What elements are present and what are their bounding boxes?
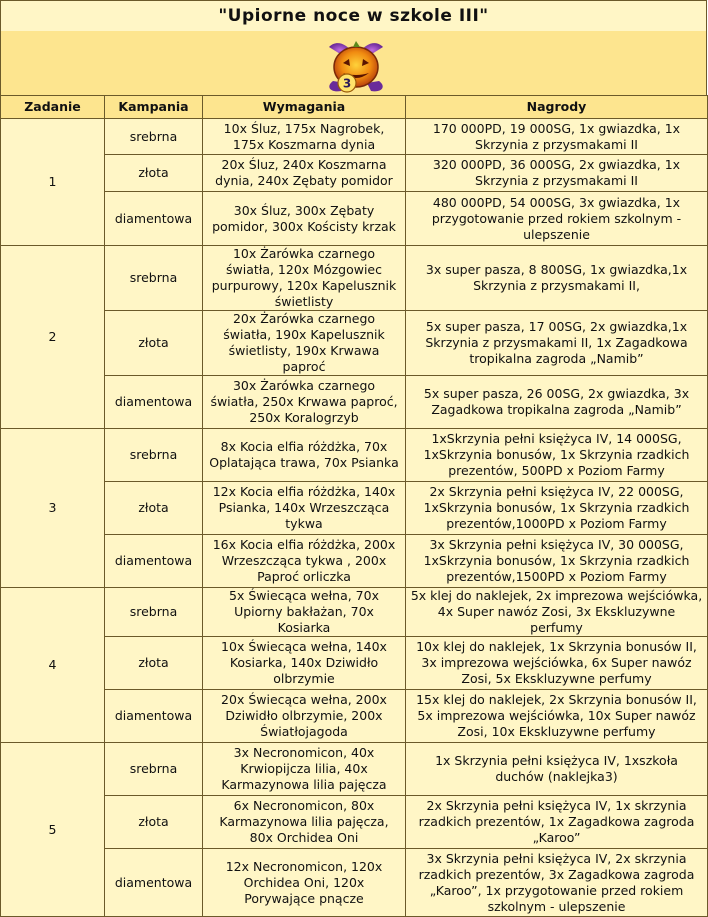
task-number: 1 [1, 119, 105, 246]
campaign-cell: srebrna [105, 588, 203, 637]
requirements-cell: 10x Śluz, 175x Nagrobek, 175x Koszmarna dynia [203, 119, 406, 155]
requirements-cell: 30x Żarówka czarnego światła, 250x Krwawa paproć, 250x Koralogrzyb [203, 376, 406, 429]
requirements-cell: 5x Świecąca wełna, 70x Upiorny bakłażan, 70x Kosiarka [203, 588, 406, 637]
requirements-cell: 30x Śluz, 300x Zębaty pomidor, 300x Kościsty krzak [203, 192, 406, 246]
rewards-cell: 3x Skrzynia pełni księżyca IV, 2x skrzynia rzadkich prezentów, 3x Zagadkowa zagroda „Karoo”, 1x przygotowanie przed rokiem szkolnym - ulepszenie [406, 849, 708, 917]
table-row [1, 246, 708, 311]
rewards-cell: 2x Skrzynia pełni księżyca IV, 1x skrzynia rzadkich prezentów, 1x Zagadkowa zagroda „Karoo” [406, 796, 708, 849]
rewards-cell: 15x klej do naklejek, 2x Skrzynia bonusów II, 5x imprezowa wejściówka, 10x Super nawóz Zosi, 10x Ekskluzywne perfumy [406, 690, 708, 743]
requirements-cell: 10x Świecąca wełna, 140x Kosiarka, 140x Dziwidło olbrzymie [203, 637, 406, 690]
campaign-cell: złota [105, 796, 203, 849]
campaign-cell: diamentowa [105, 849, 203, 917]
campaign-cell: srebrna [105, 119, 203, 155]
table-row [1, 155, 708, 192]
campaign-cell: diamentowa [105, 690, 203, 743]
rewards-cell: 3x super pasza, 8 800SG, 1x gwiazdka,1x Skrzynia z przysmakami II, [406, 246, 708, 311]
header-zadanie: Zadanie [1, 96, 105, 119]
table-row [1, 192, 708, 246]
table-row [1, 482, 708, 535]
requirements-cell: 3x Necronomicon, 40x Krwiopijcza lilia, 40x Karmazynowa lilia pajęcza [203, 743, 406, 796]
campaign-cell: srebrna [105, 246, 203, 311]
campaign-cell: srebrna [105, 429, 203, 482]
rewards-cell: 5x super pasza, 26 00SG, 2x gwiazdka, 3x Zagadkowa tropikalna zagroda „Namib” [406, 376, 708, 429]
rewards-cell: 5x klej do naklejek, 2x imprezowa wejściówka, 4x Super nawóz Zosi, 3x Ekskluzywne perfumy [406, 588, 708, 637]
campaign-cell: diamentowa [105, 376, 203, 429]
table-row [1, 637, 708, 690]
campaign-cell: złota [105, 155, 203, 192]
requirements-cell: 10x Żarówka czarnego światła, 120x Mózgowiec purpurowy, 120x Kapelusznik świetlisty [203, 246, 406, 311]
rewards-cell: 3x Skrzynia pełni księżyca IV, 30 000SG, 1xSkrzynia bonusów, 1x Skrzynia rzadkich prezentów,1500PD x Poziom Farmy [406, 535, 708, 588]
requirements-cell: 16x Kocia elfia różdżka, 200x Wrzeszcząca tykwa , 200x Paproć orliczka [203, 535, 406, 588]
campaign-cell: diamentowa [105, 192, 203, 246]
rewards-cell: 2x Skrzynia pełni księżyca IV, 22 000SG, 1xSkrzynia bonusów, 1x Skrzynia rzadkich prezentów,1000PD x Poziom Farmy [406, 482, 708, 535]
rewards-cell: 320 000PD, 36 000SG, 2x gwiazdka, 1x Skrzynia z przysmakami II [406, 155, 708, 192]
table-row [1, 311, 708, 376]
task-number: 4 [1, 588, 105, 743]
rewards-cell: 5x super pasza, 17 00SG, 2x gwiazdka,1x Skrzynia z przysmakami II, 1x Zagadkowa tropikalna zagroda „Namib” [406, 311, 708, 376]
table-row [1, 796, 708, 849]
campaign-cell: złota [105, 637, 203, 690]
table-row [1, 119, 708, 155]
table-row [1, 376, 708, 429]
task-number: 2 [1, 246, 105, 429]
header-nagrody: Nagrody [406, 96, 708, 119]
header-row [1, 96, 708, 119]
requirements-cell: 20x Śluz, 240x Koszmarna dynia, 240x Zębaty pomidor [203, 155, 406, 192]
task-number: 5 [1, 743, 105, 917]
requirements-cell: 12x Necronomicon, 120x Orchidea Oni, 120x Porywające pnącze [203, 849, 406, 917]
title-banner [0, 31, 707, 96]
rewards-cell: 10x klej do naklejek, 1x Skrzynia bonusów II, 3x imprezowa wejściówka, 6x Super nawóz Zosi, 5x Ekskluzywne perfumy [406, 637, 708, 690]
pumpkin-badge-icon [323, 37, 389, 95]
rewards-cell: 170 000PD, 19 000SG, 1x gwiazdka, 1x Skrzynia z przysmakami II [406, 119, 708, 155]
table-row [1, 690, 708, 743]
campaign-cell: srebrna [105, 743, 203, 796]
rewards-cell: 1xSkrzynia pełni księżyca IV, 14 000SG, 1xSkrzynia bonusów, 1x Skrzynia rzadkich prezentów, 500PD x Poziom Farmy [406, 429, 708, 482]
requirements-cell: 6x Necronomicon, 80x Karmazynowa lilia pajęcza, 80x Orchidea Oni [203, 796, 406, 849]
requirements-cell: 8x Kocia elfia różdżka, 70x Oplatająca trawa, 70x Psianka [203, 429, 406, 482]
task-number: 3 [1, 429, 105, 588]
rewards-cell: 480 000PD, 54 000SG, 3x gwiazdka, 1x przygotowanie przed rokiem szkolnym - ulepszenie [406, 192, 708, 246]
requirements-cell: 20x Żarówka czarnego światła, 190x Kapelusznik świetlisty, 190x Krwawa paproć [203, 311, 406, 376]
requirements-cell: 12x Kocia elfia różdżka, 140x Psianka, 140x Wrzeszcząca tykwa [203, 482, 406, 535]
header-wymagania: Wymagania [203, 96, 406, 119]
badge-number: 3 [342, 76, 352, 91]
requirements-cell: 20x Świecąca wełna, 200x Dziwidło olbrzymie, 200x Światłojagoda [203, 690, 406, 743]
campaign-cell: diamentowa [105, 535, 203, 588]
campaign-cell: złota [105, 482, 203, 535]
page-title: "Upiorne noce w szkole III" [0, 0, 707, 32]
table-row [1, 588, 708, 637]
rewards-cell: 1x Skrzynia pełni księżyca IV, 1xszkoła duchów (naklejka3) [406, 743, 708, 796]
table-row [1, 429, 708, 482]
table-row [1, 849, 708, 917]
campaign-cell: złota [105, 311, 203, 376]
table-row [1, 535, 708, 588]
table-row [1, 743, 708, 796]
tasks-table [0, 95, 708, 917]
header-kampania: Kampania [105, 96, 203, 119]
